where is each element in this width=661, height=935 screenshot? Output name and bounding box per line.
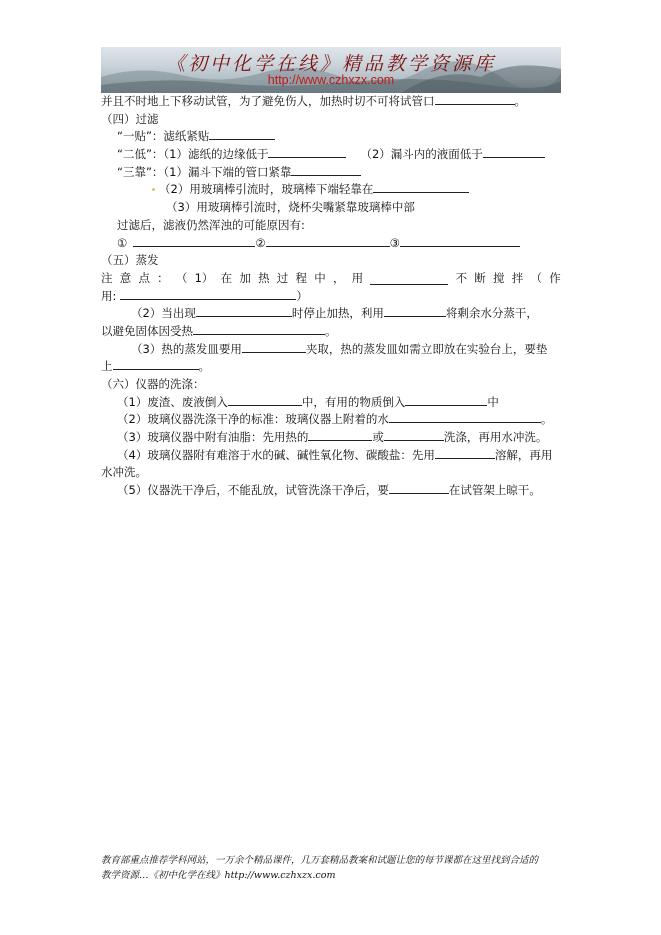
blank-21[interactable] <box>435 447 495 459</box>
blank-15[interactable] <box>242 341 306 353</box>
footer-line-2[interactable]: 教学资源…《初中化学在线》http://www.czhxzx.com <box>101 870 336 881</box>
banner-url[interactable]: http://www.czhxzx.com <box>267 73 395 87</box>
line-21: （4）玻璃仪器附有难溶于水的碱、碱性氧化物、碳酸盐：先用 溶解，再用 <box>117 447 553 462</box>
blank-18a[interactable] <box>228 394 302 406</box>
blank-23[interactable] <box>389 482 449 494</box>
blank-09a[interactable] <box>133 235 255 247</box>
line-16: 上 。 <box>101 359 210 374</box>
worksheet-body <box>101 93 561 500</box>
blank-06[interactable] <box>373 181 469 193</box>
line-20: （3）玻璃仪器中附有油脂：先用热的 或 洗涤，再用水冲洗。 <box>117 430 548 445</box>
line-19: （2）玻璃仪器洗涤干净的标准：玻璃仪器上附着的水 。 <box>117 412 553 427</box>
section-6-heading: （六）仪器的洗涤： <box>101 377 205 391</box>
blank-04a[interactable] <box>268 146 346 158</box>
blank-01[interactable] <box>435 93 515 105</box>
blank-19[interactable] <box>389 411 541 423</box>
blank-09c[interactable] <box>400 235 520 247</box>
footer-line-1: 教育部重点推荐学科网站，一万余个精品课件，几万套精品教案和试题让您的每节课都在这里找到合适的 <box>101 855 539 866</box>
blank-05[interactable] <box>291 164 361 176</box>
blank-18b[interactable] <box>405 394 487 406</box>
line-03: “一贴”：滤纸紧贴 <box>101 128 561 146</box>
blank-20b[interactable] <box>384 429 444 441</box>
line-08: 过滤后，滤液仍然浑浊的可能原因有: <box>117 217 305 232</box>
blank-11[interactable] <box>370 273 448 285</box>
speck-mark <box>152 188 155 191</box>
header-banner <box>101 47 561 93</box>
line-04: “二低”：（1）滤纸的边缘低于 （2）漏斗内的液面低于 <box>101 146 561 164</box>
line-14: 以避免固体因受热 。 <box>101 323 337 338</box>
line-22: 水冲洗。 <box>101 465 147 480</box>
blank-13b[interactable] <box>384 305 446 317</box>
blank-03[interactable] <box>209 128 275 140</box>
line-07: （3）用玻璃棒引流时，烧杯尖嘴紧靠玻璃棒中部 <box>166 200 415 215</box>
line-13: （2）当出现 时停止加热，利用 将剩余水分蒸干， <box>131 306 538 321</box>
blank-13a[interactable] <box>196 305 292 317</box>
section-4-heading: （四）过滤 <box>101 111 159 126</box>
blank-20a[interactable] <box>308 429 372 441</box>
line-06: （2）用玻璃棒引流时，玻璃棒下端轻靠在 <box>101 181 561 199</box>
blank-14[interactable] <box>193 323 325 335</box>
blank-16[interactable] <box>113 358 199 370</box>
section-5-heading: （五）蒸发 <box>101 253 159 268</box>
line-15: （3）热的蒸发皿要用 夹取，热的蒸发皿如需立即放在实验台上，要垫 <box>131 341 548 356</box>
line-09: ① ② ③ <box>101 235 561 253</box>
line-23: （5）仪器洗干净后，不能乱放，试管洗涤干净后，要 在试管架上晾干。 <box>117 483 541 498</box>
line-12: 用: ） <box>101 288 308 303</box>
line-01: 并且不时地上下移动试管，为了避免伤人，加热时切不可将试管口 。 <box>101 94 526 108</box>
banner-title: 《初中化学在线》精品教学资源库 <box>165 53 496 75</box>
line-11: 注 意 点 ： （ 1） 在 加 热 过 程 中 ， 用 不 断 搅 拌 （ 作 <box>101 270 561 285</box>
blank-04b[interactable] <box>483 146 545 158</box>
line-18: （1）废渣、废液倒入 中，有用的物质倒入 中 <box>117 394 499 409</box>
page-footer <box>101 853 561 883</box>
blank-09b[interactable] <box>266 235 390 247</box>
line-05: “三靠”：（1）漏斗下端的管口紧靠 <box>101 164 561 182</box>
blank-12[interactable] <box>120 288 296 300</box>
